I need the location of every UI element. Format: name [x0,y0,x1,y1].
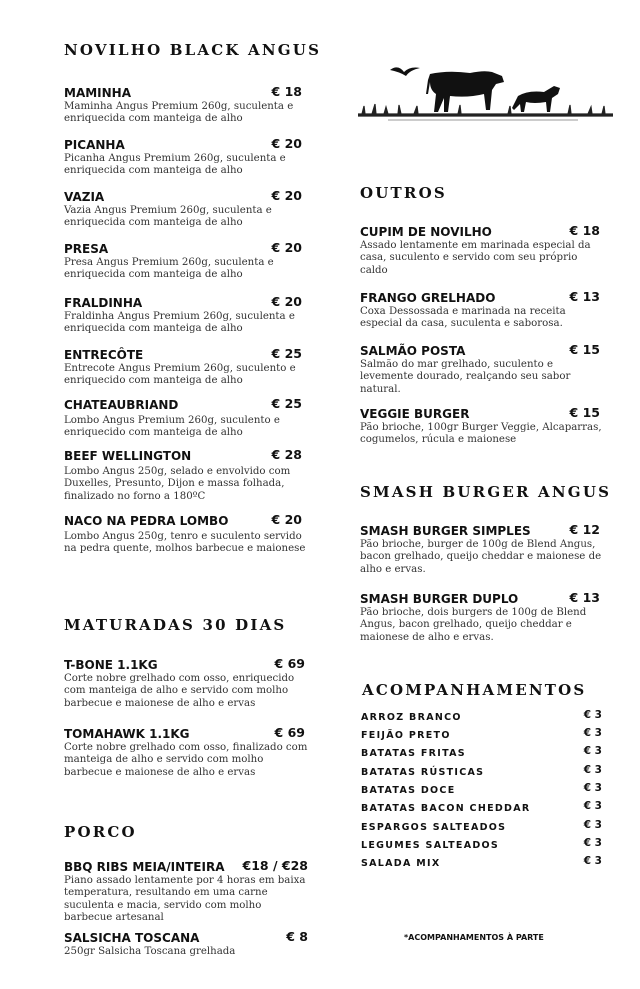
menu-item-price: € 69 [274,656,305,671]
side-item-name: BATATAS BACON CHEDDAR [361,803,531,814]
menu-item-price: € 28 [271,447,302,462]
menu-item-description: Corte nobre grelhado com osso, enriquecido com manteiga de alho e servido com molho barbecue e maionese de alho e ervas [64,673,295,709]
calf-icon [512,86,560,112]
menu-item-name: PRESA [64,242,109,256]
side-item-price: € 3 [583,800,602,812]
menu-item-price: € 69 [274,725,305,740]
side-item-name: BATATAS RÚSTICAS [361,767,485,778]
menu-item-price: € 25 [271,396,302,411]
menu-item-name: MAMINHA [64,86,132,100]
menu-item-price: € 20 [271,512,302,527]
menu-item-price: € 20 [271,188,302,203]
cow-icon [426,71,504,112]
menu-item-description: Corte nobre grelhado com osso, finalizado com manteiga de alho e servido com molho barbecue e maionese de alho e ervas [64,742,308,778]
menu-item-description: Lombo Angus 250g, tenro e suculento servido na pedra quente, molhos barbecue e maionese [64,531,306,555]
bird-icon [390,67,420,76]
menu-item-price: € 15 [569,342,600,357]
menu-item-description: Picanha Angus Premium 260g, suculenta e enriquecida com manteiga de alho [64,153,286,177]
maturadas-section-title: MATURADAS 30 DIAS [64,616,287,634]
menu-item-name: FRANGO GRELHADO [360,291,496,305]
menu-item-description: Entrecote Angus Premium 260g, suculento e enriquecido com manteiga de alho [64,363,296,387]
side-item-name: SALADA MIX [361,858,441,869]
menu-item-description: Fraldinha Angus Premium 260g, suculenta e enriquecida com manteiga de alho [64,311,295,335]
menu-item-price: € 25 [271,346,302,361]
acompanhamentos-section-title: ACOMPANHAMENTOS [362,681,587,699]
menu-item-price: € 20 [271,136,302,151]
side-item-price: € 3 [583,764,602,776]
menu-item-description: Lombo Angus Premium 260g, suculento e enriquecido com manteiga de alho [64,415,280,439]
outros-section-title: OUTROS [360,184,447,202]
menu-item-name: CUPIM DE NOVILHO [360,225,492,239]
menu-item-description: Pão brioche, 100gr Burger Veggie, Alcaparras, cogumelos, rúcula e maionese [360,422,602,446]
side-item-price: € 3 [583,782,602,794]
side-item-price: € 3 [583,709,602,721]
menu-item-name: T-BONE 1.1KG [64,658,158,672]
menu-item-description: Lombo Angus 250g, selado e envolvido com Duxelles, Presunto, Dijon e massa folhada, finalizado no forno a 180ºC [64,466,291,502]
menu-item-description: Vazia Angus Premium 260g, suculenta e enriquecida com manteiga de alho [64,205,272,229]
menu-item-name: FRALDINHA [64,296,143,310]
side-item-price: € 3 [583,745,602,757]
menu-item-price: € 8 [286,929,308,944]
menu-item-description: Presa Angus Premium 260g, suculenta e enriquecida com manteiga de alho [64,257,274,281]
side-item-name: ARROZ BRANCO [361,712,462,723]
menu-item-description: Maminha Angus Premium 260g, suculenta e enriquecida com manteiga de alho [64,101,294,125]
smash-section-title: SMASH BURGER ANGUS [360,483,612,501]
menu-item-name: SALMÃO POSTA [360,344,466,358]
menu-item-price: € 20 [271,240,302,255]
novilho-section-title: NOVILHO BLACK ANGUS [64,41,322,59]
menu-item-price: € 13 [569,289,600,304]
menu-item-description: Piano assado lentamente por 4 horas em baixa temperatura, resultando em uma carne suculenta e macia, servido com molho barbecue artesanal [64,875,306,923]
cattle-illustration [358,60,613,125]
menu-item-description: 250gr Salsicha Toscana grelhada [64,946,236,957]
side-item-name: LEGUMES SALTEADOS [361,840,500,851]
menu-item-name: SMASH BURGER SIMPLES [360,524,531,538]
menu-item-description: Salmão do mar grelhado, suculento e levemente dourado, realçando seu sabor natural. [360,359,571,395]
menu-item-price: € 13 [569,590,600,605]
menu-item-name: VAZIA [64,190,105,204]
menu-item-description: Pão brioche, dois burgers de 100g de Blend Angus, bacon grelhado, queijo cheddar e maionese de alho e ervas. [360,607,587,643]
menu-item-price: € 12 [569,522,600,537]
side-item-price: € 3 [583,837,602,849]
porco-section-title: PORCO [64,823,137,841]
menu-item-price: € 20 [271,294,302,309]
menu-item-price: € 18 [271,84,302,99]
menu-item-name: PICANHA [64,138,125,152]
menu-item-name: ENTRECÔTE [64,348,144,362]
menu-item-name: SMASH BURGER DUPLO [360,592,519,606]
side-item-name: ESPARGOS SALTEADOS [361,822,507,833]
side-item-price: € 3 [583,855,602,867]
menu-item-name: TOMAHAWK 1.1KG [64,727,190,741]
side-item-name: FEIJÃO PRETO [361,730,451,741]
side-item-name: BATATAS DOCE [361,785,456,796]
menu-item-price: € 18 [569,223,600,238]
menu-item-description: Assado lentamente em marinada especial da casa, suculento e servido com seu próprio caldo [360,240,591,276]
menu-item-name: BEEF WELLINGTON [64,449,192,463]
menu-item-name: BBQ RIBS MEIA/INTEIRA [64,860,225,874]
side-item-name: BATATAS FRITAS [361,748,466,759]
menu-item-price: €18 / €28 [242,858,308,873]
menu-item-name: CHATEAUBRIAND [64,398,179,412]
menu-item-name: VEGGIE BURGER [360,407,470,421]
menu-item-name: SALSICHA TOSCANA [64,931,200,945]
menu-item-name: NACO NA PEDRA LOMBO [64,514,229,528]
menu-item-price: € 15 [569,405,600,420]
footnote: *ACOMPANHAMENTOS À PARTE [404,933,544,942]
side-item-price: € 3 [583,727,602,739]
menu-item-description: Pão brioche, burger de 100g de Blend Angus, bacon grelhado, queijo cheddar e maionese de alho e ervas. [360,539,602,575]
menu-item-description: Coxa Dessossada e marinada na receita especial da casa, suculenta e saborosa. [360,306,566,330]
side-item-price: € 3 [583,819,602,831]
